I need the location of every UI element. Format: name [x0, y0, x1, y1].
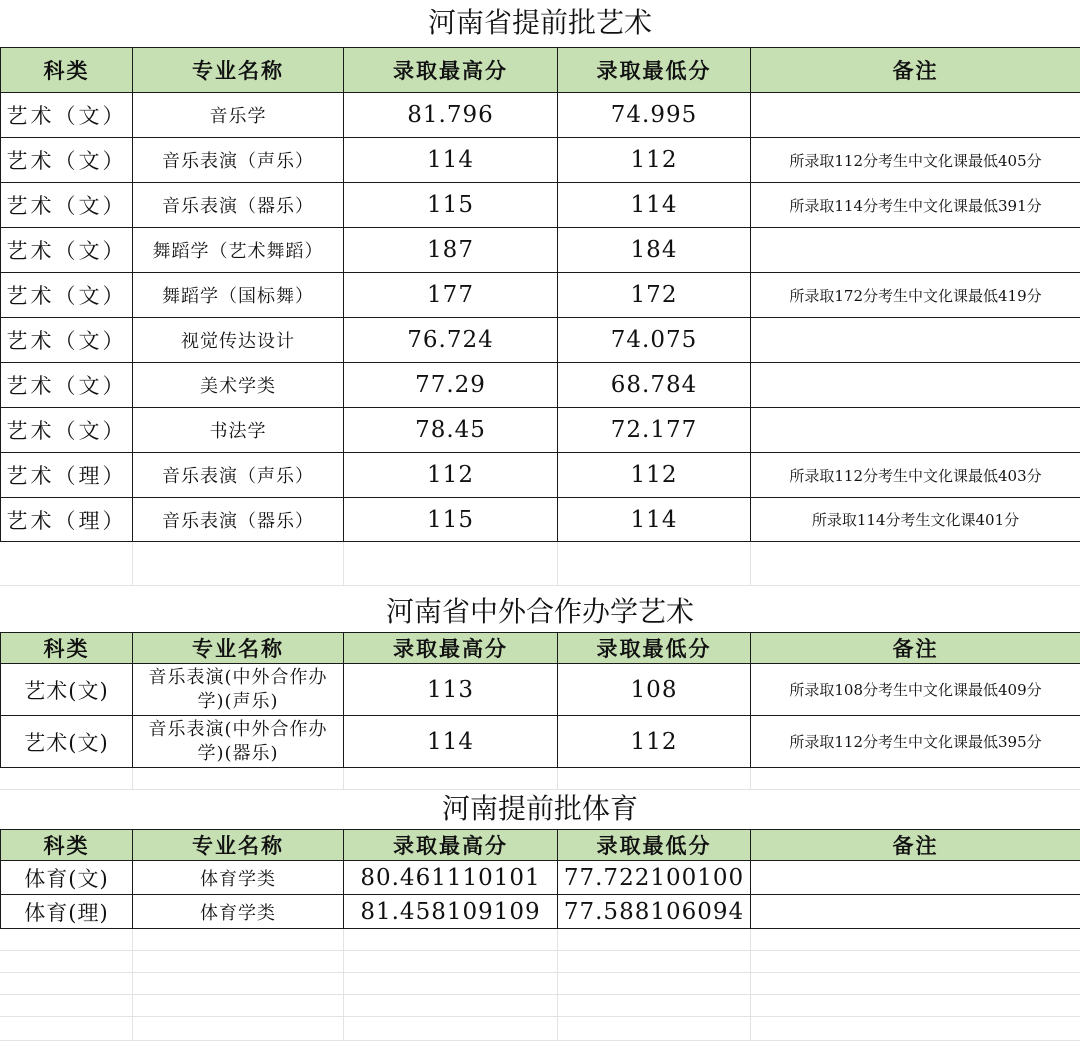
section-title: 河南省中外合作办学艺术: [385, 595, 694, 628]
blank-row: [0, 994, 1080, 1017]
header-row: [1, 830, 1080, 861]
category-cell: 艺术（文）: [1, 408, 133, 453]
table-row: [1, 363, 1080, 408]
major-cell: 音乐表演（声乐）: [133, 138, 344, 183]
note-cell: 所录取114分考生中文化课最低391分: [751, 183, 1080, 228]
blank-row: [0, 767, 1080, 790]
table-row: [1, 183, 1080, 228]
note-cell: 所录取108分考生中文化课最低409分: [751, 664, 1080, 716]
note-cell: 所录取112分考生中文化课最低395分: [751, 716, 1080, 768]
min-score-cell: 112: [558, 138, 751, 183]
category-cell: 艺术（文）: [1, 183, 133, 228]
major-cell: 音乐学: [133, 93, 344, 138]
category-cell: 艺术（文）: [1, 273, 133, 318]
major-cell: [133, 664, 344, 716]
category-cell: 艺术（文）: [1, 318, 133, 363]
major-cell: [133, 716, 344, 768]
header-min-score: 录取最低分: [558, 48, 751, 93]
blank-row: [0, 972, 1080, 995]
sports-early-batch-table: [0, 829, 1080, 929]
category-cell: 艺术（文）: [1, 363, 133, 408]
table-row: [1, 716, 1080, 768]
header-note: 备注: [751, 633, 1080, 664]
note-cell: [751, 408, 1080, 453]
header-max-score: 录取最高分: [344, 48, 558, 93]
header-major: 专业名称: [133, 633, 344, 664]
max-score-cell: 77.29: [344, 363, 558, 408]
max-score-cell: 81.458109109: [344, 895, 558, 929]
blank-row: [0, 1016, 1080, 1041]
table-row: [1, 498, 1080, 542]
note-cell: 所录取114分考生文化课401分: [751, 498, 1080, 542]
table-row: [1, 273, 1080, 318]
max-score-cell: 187: [344, 228, 558, 273]
major-cell: 视觉传达设计: [133, 318, 344, 363]
max-score-cell: 81.796: [344, 93, 558, 138]
major-line: 音乐表演(中外合作办: [148, 718, 328, 740]
table-row: [1, 408, 1080, 453]
max-score-cell: 114: [344, 138, 558, 183]
max-score-cell: 112: [344, 453, 558, 498]
category-cell: 艺术（理）: [1, 498, 133, 542]
category-cell: 艺术(文): [1, 716, 133, 768]
min-score-cell: 112: [558, 453, 751, 498]
table-row: [1, 318, 1080, 363]
max-score-cell: 115: [344, 498, 558, 542]
category-cell: 体育(理): [1, 895, 133, 929]
header-min-score: 录取最低分: [558, 633, 751, 664]
major-cell: 书法学: [133, 408, 344, 453]
min-score-cell: 184: [558, 228, 751, 273]
table-row: [1, 138, 1080, 183]
note-cell: [751, 363, 1080, 408]
min-score-cell: 114: [558, 498, 751, 542]
major-line: 音乐表演(中外合作办: [148, 666, 328, 688]
note-cell: [751, 318, 1080, 363]
major-cell: 美术学类: [133, 363, 344, 408]
min-score-cell: 112: [558, 716, 751, 768]
note-cell: 所录取112分考生中文化课最低405分: [751, 138, 1080, 183]
blank-row: [0, 950, 1080, 973]
max-score-cell: 80.461110101: [344, 861, 558, 895]
max-score-cell: 113: [344, 664, 558, 716]
major-cell: 体育学类: [133, 895, 344, 929]
max-score-cell: 76.724: [344, 318, 558, 363]
blank-row: [0, 928, 1080, 951]
header-note: 备注: [751, 830, 1080, 861]
category-cell: 艺术(文): [1, 664, 133, 716]
max-score-cell: 78.45: [344, 408, 558, 453]
header-category: 科类: [1, 633, 133, 664]
header-row: [1, 48, 1080, 93]
note-cell: 所录取172分考生中文化课最低419分: [751, 273, 1080, 318]
note-cell: 所录取112分考生中文化课最低403分: [751, 453, 1080, 498]
art-early-batch-table: [0, 47, 1080, 542]
note-cell: [751, 228, 1080, 273]
header-max-score: 录取最高分: [344, 633, 558, 664]
min-score-cell: 68.784: [558, 363, 751, 408]
table-row: [1, 895, 1080, 929]
major-line: 学)(器乐): [197, 742, 279, 764]
major-cell: 舞蹈学（艺术舞蹈）: [133, 228, 344, 273]
min-score-cell: 72.177: [558, 408, 751, 453]
table-row: [1, 861, 1080, 895]
category-cell: 艺术（理）: [1, 453, 133, 498]
section-title: 河南提前批体育: [441, 792, 638, 825]
major-cell: 音乐表演（器乐）: [133, 498, 344, 542]
note-cell: [751, 895, 1080, 929]
table-row: [1, 664, 1080, 716]
table-row: [1, 453, 1080, 498]
major-cell: 体育学类: [133, 861, 344, 895]
min-score-cell: 108: [558, 664, 751, 716]
max-score-cell: 114: [344, 716, 558, 768]
table-row: [1, 93, 1080, 138]
major-cell: 音乐表演（器乐）: [133, 183, 344, 228]
sino-foreign-art-table: [0, 632, 1080, 768]
header-category: 科类: [1, 48, 133, 93]
category-cell: 体育(文): [1, 861, 133, 895]
min-score-cell: 74.075: [558, 318, 751, 363]
header-note: 备注: [751, 48, 1080, 93]
header-row: [1, 633, 1080, 664]
major-cell: 舞蹈学（国标舞）: [133, 273, 344, 318]
max-score-cell: 177: [344, 273, 558, 318]
min-score-cell: 172: [558, 273, 751, 318]
category-cell: 艺术（文）: [1, 228, 133, 273]
note-cell: [751, 861, 1080, 895]
table-row: [1, 228, 1080, 273]
min-score-cell: 74.995: [558, 93, 751, 138]
min-score-cell: 77.588106094: [558, 895, 751, 929]
header-max-score: 录取最高分: [344, 830, 558, 861]
note-cell: [751, 93, 1080, 138]
max-score-cell: 115: [344, 183, 558, 228]
min-score-cell: 77.722100100: [558, 861, 751, 895]
blank-row: [0, 541, 1080, 586]
category-cell: 艺术（文）: [1, 138, 133, 183]
min-score-cell: 114: [558, 183, 751, 228]
major-line: 学)(声乐): [197, 690, 279, 712]
major-cell: 音乐表演（声乐）: [133, 453, 344, 498]
category-cell: 艺术（文）: [1, 93, 133, 138]
header-category: 科类: [1, 830, 133, 861]
header-major: 专业名称: [133, 48, 344, 93]
header-major: 专业名称: [133, 830, 344, 861]
header-min-score: 录取最低分: [558, 830, 751, 861]
section-title: 河南省提前批艺术: [427, 6, 652, 39]
